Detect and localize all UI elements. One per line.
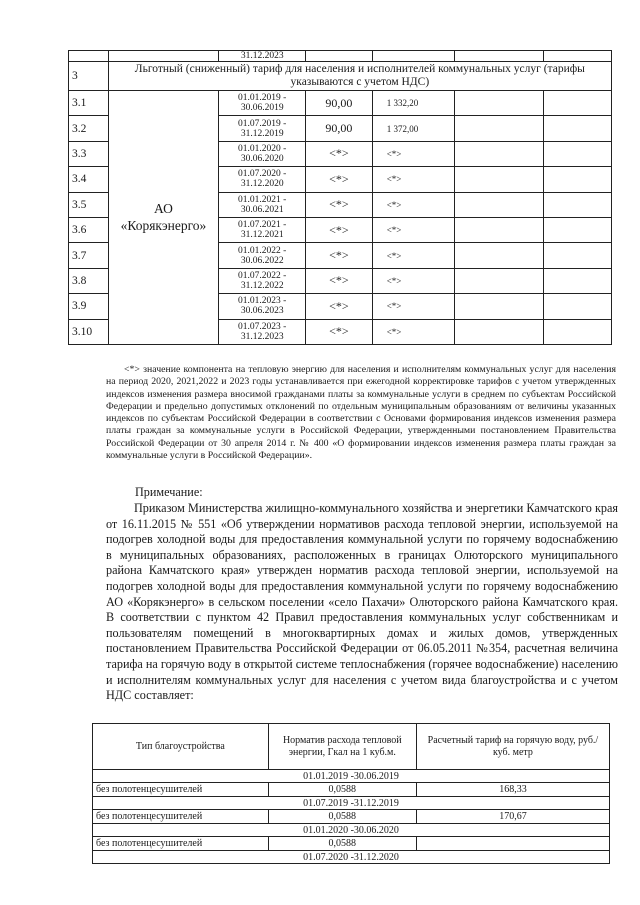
hot-water-tariff-table: [92, 723, 610, 864]
norm-cell: 0,0588: [268, 810, 416, 824]
value-cell: <*>: [306, 167, 373, 192]
value-cell: <*>: [306, 243, 373, 268]
value-cell: <*>: [372, 294, 455, 319]
period-cell: 01.07.2022 - 31.12.2022: [219, 268, 306, 293]
header-row: [93, 724, 610, 770]
header-norm: Норматив расхода тепловой энергии, Гкал на 1 куб.м.: [268, 724, 416, 770]
value-cell: <*>: [372, 141, 455, 166]
period-cell: 01.07.2023 - 31.12.2023: [219, 319, 306, 344]
table-row: [93, 837, 610, 851]
period-cell: 01.07.2021 - 31.12.2021: [219, 217, 306, 242]
period-label: 01.07.2020 -31.12.2020: [93, 851, 610, 864]
table-row: [93, 783, 610, 797]
period-row: [93, 824, 610, 837]
value-cell: 1 372,00: [372, 116, 455, 141]
header-type: Тип благоустройства: [93, 724, 269, 770]
type-cell: без полотенцесушителей: [93, 837, 269, 851]
tariff-cell: 168,33: [416, 783, 609, 797]
value-cell: 90,00: [306, 91, 373, 116]
type-cell: без полотенцесушителей: [93, 810, 269, 824]
period-row: [93, 770, 610, 783]
row-number: 3.3: [69, 141, 109, 166]
period-label: 01.01.2019 -30.06.2019: [93, 770, 610, 783]
period-label: 01.01.2020 -30.06.2020: [93, 824, 610, 837]
period-row: [93, 797, 610, 810]
section-label: Льготный (сниженный) тариф для населения и исполнителей коммунальных услуг (тарифы указываются с учетом НДС): [108, 62, 611, 91]
period-cell: 01.01.2021 - 30.06.2021: [219, 192, 306, 217]
period-cell: 31.12.2023: [219, 51, 306, 62]
value-cell: 90,00: [306, 116, 373, 141]
section-row: [69, 62, 612, 91]
company-name: АО «Корякэнерго»: [108, 91, 219, 345]
value-cell: <*>: [372, 243, 455, 268]
value-cell: <*>: [372, 268, 455, 293]
section-number: 3: [69, 62, 109, 91]
type-cell: без полотенцесушителей: [93, 783, 269, 797]
table-row: [93, 810, 610, 824]
period-label: 01.07.2019 -31.12.2019: [93, 797, 610, 810]
value-cell: <*>: [372, 167, 455, 192]
row-number: 3.2: [69, 116, 109, 141]
tariff-cell: 170,67: [416, 810, 609, 824]
period-cell: 01.01.2019 - 30.06.2019: [219, 91, 306, 116]
value-cell: 1 332,20: [372, 91, 455, 116]
row-number: 3.5: [69, 192, 109, 217]
period-row: [93, 851, 610, 864]
value-cell: <*>: [306, 268, 373, 293]
table-row: [69, 51, 612, 62]
value-cell: <*>: [306, 141, 373, 166]
norm-cell: 0,0588: [268, 783, 416, 797]
period-cell: 01.01.2020 - 30.06.2020: [219, 141, 306, 166]
row-number: 3.4: [69, 167, 109, 192]
note-title: Примечание:: [135, 485, 203, 499]
value-cell: <*>: [306, 217, 373, 242]
period-cell: 01.07.2020 - 31.12.2020: [219, 167, 306, 192]
tariff-cell: [416, 837, 609, 851]
norm-cell: 0,0588: [268, 837, 416, 851]
value-cell: <*>: [372, 217, 455, 242]
footnote: <*> значение компонента на тепловую энергию для населения и исполнителям коммунальных услуг для населения на период 2020, 2021,2022 и 2023 годы устанавливается при ежегодной корректировке тарифов с учетом утвержденных индексов изменения размера вносимой гражданами платы за коммунальные услуги в среднем по субъектам Российской Федерации и предельно допустимых отклонений по отдельным муниципальным образованиям от величины указанных индексов по субъектам Российской Федерации в соответствии с Основами формирования индексов изменения размера платы граждан за коммунальные услуги в Российской Федерации, утвержденными постановлением Правительства Российской Федерации от 30 апреля 2014 г. № 400 «О формировании индексов изменения размера платы граждан за коммунальные услуги в Российской Федерации».: [106, 364, 616, 462]
value-cell: <*>: [372, 192, 455, 217]
row-number: 3.8: [69, 268, 109, 293]
row-number: 3.6: [69, 217, 109, 242]
value-cell: <*>: [372, 319, 455, 344]
note-text: Приказом Министерства жилищно-коммунального хозяйства и энергетики Камчатского края от 16.11.2015 № 551 «Об утверждении нормативов расхода тепловой энергии, используемой на подогрев холодной воды для предоставления коммунальной услуги по горячему водоснабжению в муниципальных образованиях, расположенных в границах Олюторского муниципального района Камчатского края» утвержден норматив расхода тепловой энергии, используемой на подогрев холодной воды для предоставления коммунальной услуги по горячему водоснабжению АО «Корякэнерго» в сельском поселении «село Пахачи» Олюторского района Камчатского края. В соответствии с пунктом 42 Правил предоставления коммунальных услуг собственникам и пользователям помещений в многоквартирных домах и жилых домов, утвержденных постановлением Правительства Российской Федерации от 06.05.2011 №354, расчетная величина тарифа на горячую воду в открытой системе теплоснабжения (горячее водоснабжение) населению и исполнителям коммунальных услуг для населения с учетом вида благоустройства и с учетом НДС составляет:: [106, 501, 618, 703]
tariff-table: [68, 50, 612, 345]
table-row: [69, 91, 612, 116]
row-number: 3.1: [69, 91, 109, 116]
row-number: 3.7: [69, 243, 109, 268]
period-cell: 01.01.2023 - 30.06.2023: [219, 294, 306, 319]
row-number: 3.9: [69, 294, 109, 319]
value-cell: <*>: [306, 319, 373, 344]
header-tariff: Расчетный тариф на горячую воду, руб./куб. метр: [416, 724, 609, 770]
row-number: 3.10: [69, 319, 109, 344]
period-cell: 01.01.2022 - 30.06.2022: [219, 243, 306, 268]
value-cell: <*>: [306, 294, 373, 319]
value-cell: <*>: [306, 192, 373, 217]
period-cell: 01.07.2019 - 31.12.2019: [219, 116, 306, 141]
